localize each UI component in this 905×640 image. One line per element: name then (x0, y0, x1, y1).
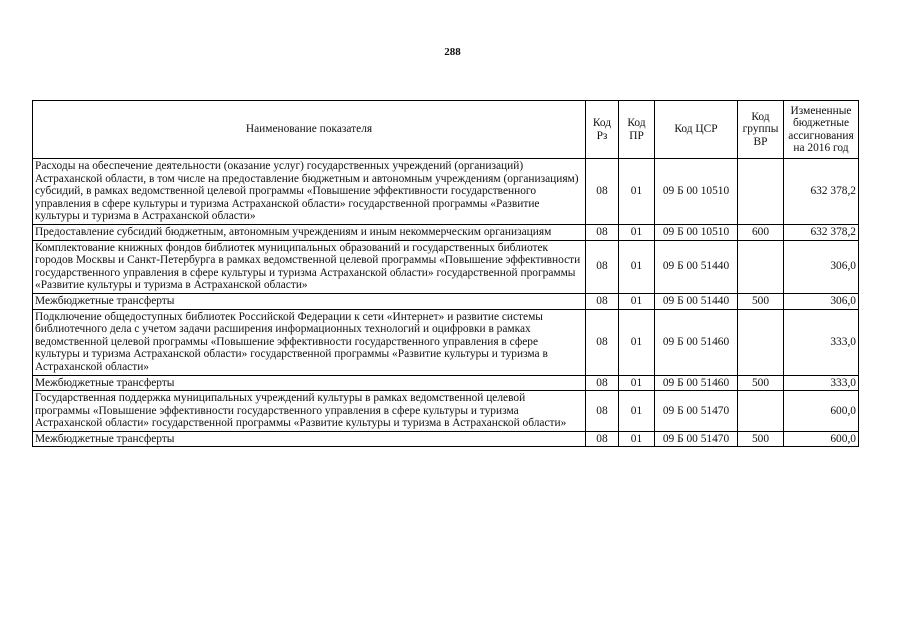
budget-table (32, 100, 859, 447)
table-header-row (33, 101, 859, 159)
row-pr: 01 (619, 375, 655, 391)
row-amount: 600,0 (784, 391, 859, 432)
row-pr: 01 (619, 240, 655, 293)
row-name: Расходы на обеспечение деятельности (оказание услуг) государственных учреждений (организаций) Астраханской области, в том числе на предоставление бюджетным и автономным учреждениям (организациям) субсидий, в рамках ведомственной целевой программы «Повышение эффективности государственного управления в сфере культуры и туризма Астраханской области» государственной программы «Развитие культуры и туризма в Астраханской области» (33, 159, 586, 225)
row-amount: 632 378,2 (784, 224, 859, 240)
row-vr: 500 (738, 375, 784, 391)
header-amount: Измененные бюджетные ассигнования на 2016 год (784, 101, 859, 159)
row-vr: 600 (738, 224, 784, 240)
header-rz: Код Рз (586, 101, 619, 159)
row-name: Предоставление субсидий бюджетным, автономным учреждениям и иным некоммерческим организациям (33, 224, 586, 240)
row-pr: 01 (619, 224, 655, 240)
table-row (33, 159, 859, 225)
header-csr: Код ЦСР (655, 101, 738, 159)
row-rz: 08 (586, 309, 619, 375)
table-row (33, 375, 859, 391)
row-vr (738, 159, 784, 225)
row-name: Подключение общедоступных библиотек Российской Федерации к сети «Интернет» и развитие системы библиотечного дела с учетом задачи расширения информационных технологий и оцифровки в рамках ведомственной целевой программы «Повышение эффективности государственного управления в сфере культуры и туризма Астраханской области» государственной программы «Развитие культуры и туризма в Астраханской области» (33, 309, 586, 375)
row-amount: 600,0 (784, 431, 859, 447)
row-csr: 09 Б 00 10510 (655, 224, 738, 240)
header-name: Наименование показателя (33, 101, 586, 159)
row-pr: 01 (619, 159, 655, 225)
row-amount: 306,0 (784, 293, 859, 309)
row-pr: 01 (619, 391, 655, 432)
row-pr: 01 (619, 309, 655, 375)
row-vr (738, 391, 784, 432)
row-amount: 333,0 (784, 309, 859, 375)
row-csr: 09 Б 00 10510 (655, 159, 738, 225)
row-amount: 632 378,2 (784, 159, 859, 225)
row-name: Комплектование книжных фондов библиотек муниципальных образований и государственных библиотек городов Москвы и Санкт-Петербурга в рамках ведомственной целевой программы «Повышение эффективности государственного управления в сфере культуры и туризма Астраханской области» государственной программы «Развитие культуры и туризма в Астраханской области» (33, 240, 586, 293)
row-rz: 08 (586, 375, 619, 391)
row-rz: 08 (586, 159, 619, 225)
row-rz: 08 (586, 293, 619, 309)
row-pr: 01 (619, 293, 655, 309)
table-row (33, 431, 859, 447)
row-vr (738, 240, 784, 293)
row-csr: 09 Б 00 51460 (655, 309, 738, 375)
row-name: Межбюджетные трансферты (33, 375, 586, 391)
row-name: Межбюджетные трансферты (33, 293, 586, 309)
row-name: Государственная поддержка муниципальных учреждений культуры в рамках ведомственной целевой программы «Повышение эффективности государственного управления в сфере культуры и туризма Астраханской области» государственной программы «Развитие культуры и туризма в Астраханской области» (33, 391, 586, 432)
row-csr: 09 Б 00 51460 (655, 375, 738, 391)
row-csr: 09 Б 00 51440 (655, 293, 738, 309)
table-row (33, 391, 859, 432)
table-row (33, 293, 859, 309)
row-name: Межбюджетные трансферты (33, 431, 586, 447)
row-rz: 08 (586, 224, 619, 240)
page-number: 288 (444, 46, 461, 58)
row-vr: 500 (738, 293, 784, 309)
table-row (33, 309, 859, 375)
row-pr: 01 (619, 431, 655, 447)
header-pr: Код ПР (619, 101, 655, 159)
header-vr: Код группы ВР (738, 101, 784, 159)
table-row (33, 240, 859, 293)
row-amount: 306,0 (784, 240, 859, 293)
row-vr: 500 (738, 431, 784, 447)
row-amount: 333,0 (784, 375, 859, 391)
table-row (33, 224, 859, 240)
row-rz: 08 (586, 431, 619, 447)
row-vr (738, 309, 784, 375)
row-csr: 09 Б 00 51440 (655, 240, 738, 293)
row-rz: 08 (586, 391, 619, 432)
row-csr: 09 Б 00 51470 (655, 431, 738, 447)
row-rz: 08 (586, 240, 619, 293)
row-csr: 09 Б 00 51470 (655, 391, 738, 432)
